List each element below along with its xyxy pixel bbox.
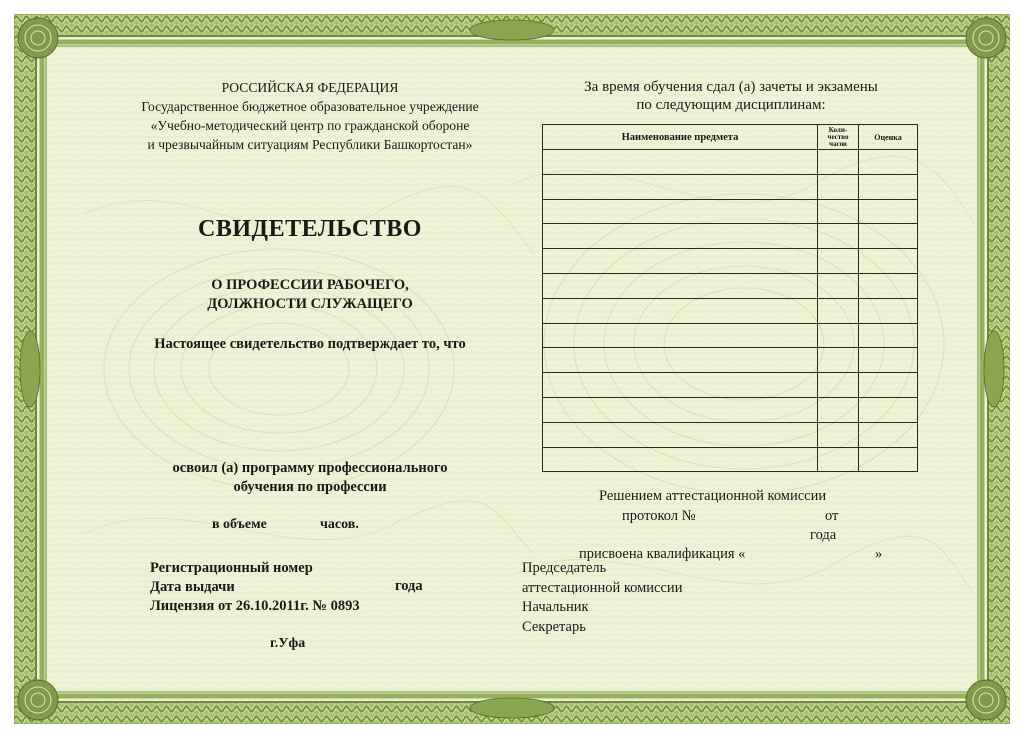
table-row [543, 249, 918, 274]
subject-cell [543, 397, 818, 422]
table-row [543, 199, 918, 224]
subtitle-line-1: О ПРОФЕССИИ РАБОЧЕГО, [211, 277, 409, 293]
hours-cell [818, 422, 859, 447]
subject-cell [543, 298, 818, 323]
subject-cell [543, 323, 818, 348]
grade-cell [859, 348, 918, 373]
issuer-line-1: Государственное бюджетное образовательное учреждение [141, 99, 479, 114]
grade-cell [859, 323, 918, 348]
table-row [543, 397, 918, 422]
table-row [543, 224, 918, 249]
decision-text: Решением аттестационной комиссии [599, 488, 827, 504]
hours-cell [818, 199, 859, 224]
grade-cell [859, 298, 918, 323]
grade-cell [859, 224, 918, 249]
table-row [543, 447, 918, 472]
disciplines-heading-line-2: по следующим дисциплинам: [636, 97, 826, 113]
hours-cell [818, 150, 859, 175]
license-text: Лицензия от 26.10.2011г. № 0893 [150, 598, 360, 614]
table-row [543, 373, 918, 398]
document-subtitle [100, 276, 520, 314]
head-label: Начальник [522, 599, 589, 615]
grade-cell [859, 373, 918, 398]
hours-cell [818, 298, 859, 323]
secretary-label: Секретарь [522, 618, 586, 635]
subject-cell [543, 174, 818, 199]
document-title: СВИДЕТЕЛЬСТВО [198, 216, 422, 242]
grade-cell [859, 273, 918, 298]
hours-cell [818, 249, 859, 274]
table-row [543, 298, 918, 323]
grade-cell [859, 199, 918, 224]
hours-cell [818, 348, 859, 373]
table-row [543, 273, 918, 298]
hours-cell [818, 174, 859, 199]
grade-column-header: Оценка [859, 125, 918, 150]
protocol-year-label: года [810, 527, 837, 543]
grades-table-body [543, 150, 918, 472]
grades-table-header [543, 125, 918, 150]
table-row [543, 174, 918, 199]
hours-cell [818, 373, 859, 398]
issue-date-label: Дата выдачи [150, 579, 235, 595]
table-row [543, 422, 918, 447]
subject-cell [543, 373, 818, 398]
hours-cell [818, 323, 859, 348]
subject-cell [543, 348, 818, 373]
hours-column-header [818, 125, 859, 150]
reg-number-label: Регистрационный номер [150, 560, 313, 576]
mastered-text [100, 459, 520, 497]
grade-cell [859, 397, 918, 422]
mastered-line-1: освоил (а) программу профессионального [172, 460, 448, 476]
officials-block [522, 559, 682, 637]
hours-label: часов. [320, 517, 359, 532]
country-name: РОССИЙСКАЯ ФЕДЕРАЦИЯ [221, 80, 399, 95]
qualification-close-quote: » [875, 546, 883, 562]
issue-year-label: года [395, 578, 423, 594]
subject-cell [543, 150, 818, 175]
subject-cell [543, 422, 818, 447]
table-row [543, 323, 918, 348]
subject-column-header: Наименование предмета [543, 125, 818, 150]
hours-header-line-2: чество [827, 132, 849, 141]
table-row [543, 150, 918, 175]
hours-cell [818, 224, 859, 249]
subject-cell [543, 273, 818, 298]
table-row [543, 348, 918, 373]
grade-cell [859, 422, 918, 447]
issuer-block [100, 78, 520, 154]
issuer-line-2: «Учебно-методический центр по гражданской обороне [150, 118, 470, 133]
disciplines-heading-line-1: За время обучения сдал (а) зачеты и экзамены [584, 79, 878, 95]
grade-cell [859, 447, 918, 472]
hours-cell [818, 447, 859, 472]
protocol-from-label: от [825, 508, 839, 524]
certificate [14, 14, 1010, 724]
grades-table [542, 124, 918, 472]
hours-cell [818, 273, 859, 298]
hours-header-line-3: часов [829, 139, 847, 148]
registration-block [150, 559, 360, 616]
city: г.Уфа [270, 636, 306, 651]
protocol-label: протокол № [622, 508, 696, 524]
chairman-line-1: Председатель [522, 560, 607, 576]
subject-cell [543, 249, 818, 274]
grade-cell [859, 174, 918, 199]
qualification-label: присвоена квалификация « [579, 546, 746, 562]
issuer-line-3: и чрезвычайным ситуациям Республики Башкортостан» [147, 137, 473, 152]
subject-cell [543, 224, 818, 249]
grade-cell [859, 249, 918, 274]
hours-cell [818, 397, 859, 422]
subject-cell [543, 199, 818, 224]
subject-cell [543, 447, 818, 472]
mastered-line-2: обучения по профессии [233, 479, 387, 495]
volume-label: в объеме [212, 517, 267, 532]
grade-cell [859, 150, 918, 175]
chairman-line-2: аттестационной комиссии [522, 579, 683, 596]
subtitle-line-2: ДОЛЖНОСТИ СЛУЖАЩЕГО [207, 296, 413, 312]
hours-header-line-1: Коли- [828, 125, 848, 134]
disciplines-heading [542, 78, 920, 114]
confirm-text: Настоящее свидетельство подтверждает то, что [154, 336, 466, 352]
